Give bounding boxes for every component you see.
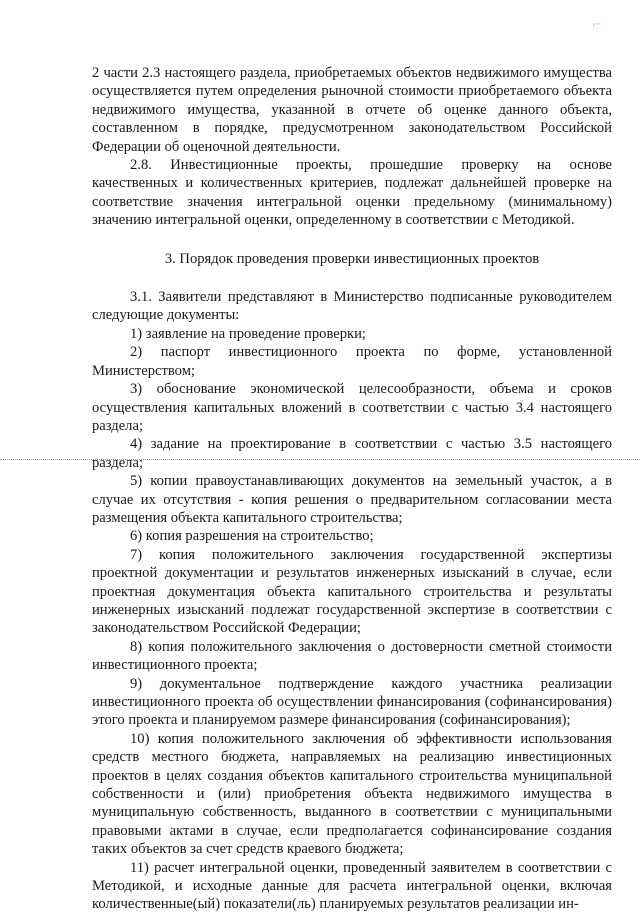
list-item-7: 7) копия положительного заключения государственной экспертизы проектной документации и результатов инженерных изысканий в случае, если проектная документация объекта капитального строительства и результаты инженерных изысканий подлежат государственной экспертизе в соответствии с законодательством Российской Федерации; [92, 546, 612, 637]
list-item-1: 1) заявление на проведение проверки; [130, 325, 366, 342]
list-item-9: 9) документальное подтверждение каждого участника реализации инвестиционного проекта об осуществлении финансирования (софинансирования) этого проекта и планируемом размере финансирования (софинансирования); [92, 675, 612, 729]
list-item-6: 6) копия разрешения на строительство; [130, 528, 374, 545]
list-item-8: 8) копия положительного заключения о достоверности сметной стоимости инвестиционного проекта; [92, 638, 612, 674]
list-item-4: 4) задание на проектирование в соответствии с частью 3.5 настоящего раздела; [92, 436, 612, 471]
list-item-10: 10) копия положительного заключения об эффективности использования средств местного бюджета, направляемых на реализацию инвестиционных проектов в целях создания объектов капитального строительства муниципальной собственности и (или) приобретения объекта недвижимого имущества в муниципальную собственность, выданного в соответствии с муниципальными правовыми актами в случае, если предполагается софинансирование создания таких объектов за счет средств краевого бюджета; [92, 730, 612, 858]
paragraph-2-8: 2.8. Инвестиционные проекты, прошедшие проверку на основе качественных и количественных критериев, подлежат дальнейшей проверке на соответствие значения интегральной оценки предельному (минимальному) значению интегральной оценки, определенному в соответствии с Методикой. [92, 157, 612, 229]
list-item-5: 5) копии правоустанавливающих документов на земельный участок, а в случае их отсутствия - копия решения о предварительном согласовании места размещения объекта капитального строительства; [92, 473, 612, 526]
paragraph-3-1: 3.1. Заявители представляют в Министерство подписанные руководителем следующие документы: [92, 289, 612, 324]
paragraph-continuation: 2 части 2.3 настоящего раздела, приобретаемых объектов недвижимого имущества осуществляется путем определения рыночной стоимости приобретаемого объекта недвижимого имущества, указанной в отчете об оценке данного объекта, составленном в порядке, предусмотренном законодательством Российской Федерации об оценочной деятельности. [92, 65, 612, 155]
list-item-2: 2) паспорт инвестиционного проекта по форме, установленной Министерством; [92, 344, 612, 379]
scan-corner-mark: ⌐ [592, 18, 602, 31]
document-page [92, 64, 612, 914]
list-item-3: 3) обоснование экономической целесообразности, объема и сроков осуществления капитальных вложений в соответствии с частью 3.4 настоящего раздела; [92, 381, 612, 434]
list-item-11: 11) расчет интегральной оценки, проведенный заявителем в соответствии с Методикой, и исходные данные для расчета интегральной оценки, включая количественные(ый) показатели(ль) планируемых результатов реализации ин- [92, 859, 612, 913]
section-heading: 3. Порядок проведения проверки инвестиционных проектов [164, 250, 540, 267]
